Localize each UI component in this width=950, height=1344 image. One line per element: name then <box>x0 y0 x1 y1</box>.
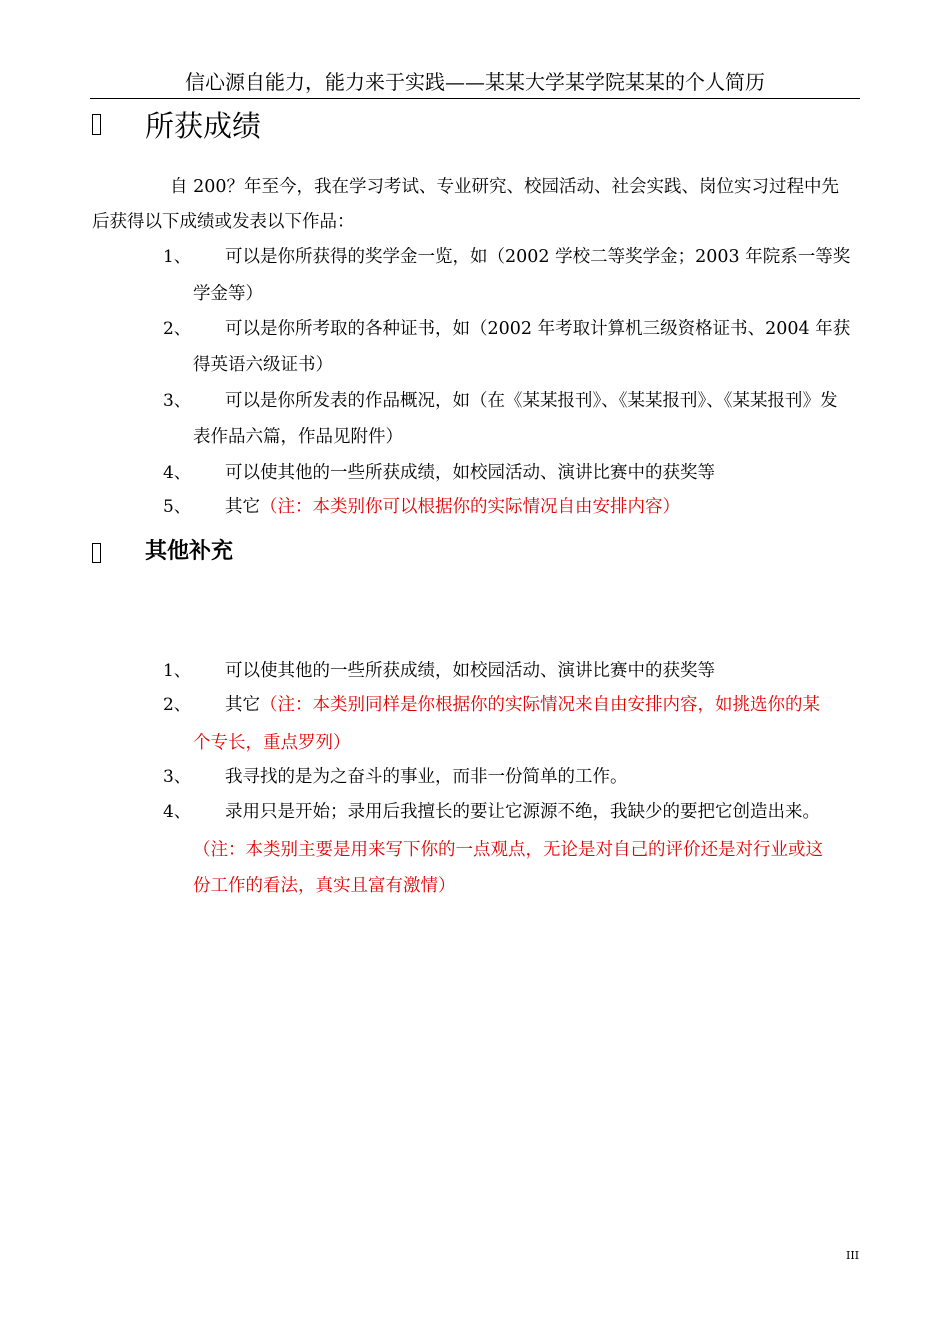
list-item-text-cont: 得英语六级证书） <box>193 355 333 375</box>
list-item-text <box>225 693 820 717</box>
list-item-label: 其它 <box>225 497 260 517</box>
list-item-text: 我寻找的是为之奋斗的事业，而非一份简单的工作。 <box>225 767 628 787</box>
list-item-text: 可以是你所考取的各种证书，如（2002 年考取计算机三级资格证书、2004 年获 <box>225 319 851 339</box>
note-text: （注：本类别主要是用来写下你的一点观点，无论是对自己的评价还是对行业或这 <box>193 840 823 860</box>
note-text-cont: 份工作的看法，真实且富有激情） <box>193 876 456 896</box>
list-item-number: 3、 <box>163 767 191 787</box>
page-header-title: 信心源自能力，能力来于实践——某某大学某学院某某的个人简历 <box>185 70 765 94</box>
note-text: （注：本类别你可以根据你的实际情况自由安排内容） <box>260 497 680 517</box>
list-item-text: 可以是你所获得的奖学金一览，如（2002 学校二等奖学金；2003 年院系一等奖 <box>225 247 851 267</box>
list-item-number: 4、 <box>163 463 191 483</box>
list-item-number: 2、 <box>163 695 191 715</box>
note-text-cont: 个专长，重点罗列） <box>193 733 351 753</box>
list-item-number: 4、 <box>163 802 191 822</box>
list-item-text <box>225 495 680 519</box>
intro-line-1: 自 200？年至今，我在学习考试、专业研究、校园活动、社会实践、岗位实习过程中先 <box>170 177 839 197</box>
header-divider <box>90 98 860 99</box>
list-item-number: 1、 <box>163 247 191 267</box>
checkbox-icon <box>92 114 101 135</box>
list-item-number: 3、 <box>163 391 191 411</box>
note-text: （注：本类别同样是你根据你的实际情况来自由安排内容，如挑选你的某 <box>260 695 820 715</box>
section-title-achievements: 所获成绩 <box>145 109 262 143</box>
list-item-number: 2、 <box>163 319 191 339</box>
list-item-text: 可以使其他的一些所获成绩，如校园活动、演讲比赛中的获奖等 <box>225 661 715 681</box>
section-title-other: 其他补充 <box>145 538 234 564</box>
list-item-number: 5、 <box>163 497 191 517</box>
list-item-label: 其它 <box>225 695 260 715</box>
list-item-text: 可以是你所发表的作品概况，如（在《某某报刊》、《某某报刊》、《某某报刊》发 <box>225 391 838 411</box>
list-item-text: 可以使其他的一些所获成绩，如校园活动、演讲比赛中的获奖等 <box>225 463 715 483</box>
list-item-text: 录用只是开始；录用后我擅长的要让它源源不绝，我缺少的要把它创造出来。 <box>225 802 820 822</box>
page-number: III <box>846 1249 860 1262</box>
list-item-text-cont: 学金等） <box>193 284 263 304</box>
list-item-text-cont: 表作品六篇，作品见附件） <box>193 427 403 447</box>
checkbox-icon <box>92 543 101 563</box>
intro-line-2: 后获得以下成绩或发表以下作品： <box>92 212 355 232</box>
list-item-number: 1、 <box>163 661 191 681</box>
